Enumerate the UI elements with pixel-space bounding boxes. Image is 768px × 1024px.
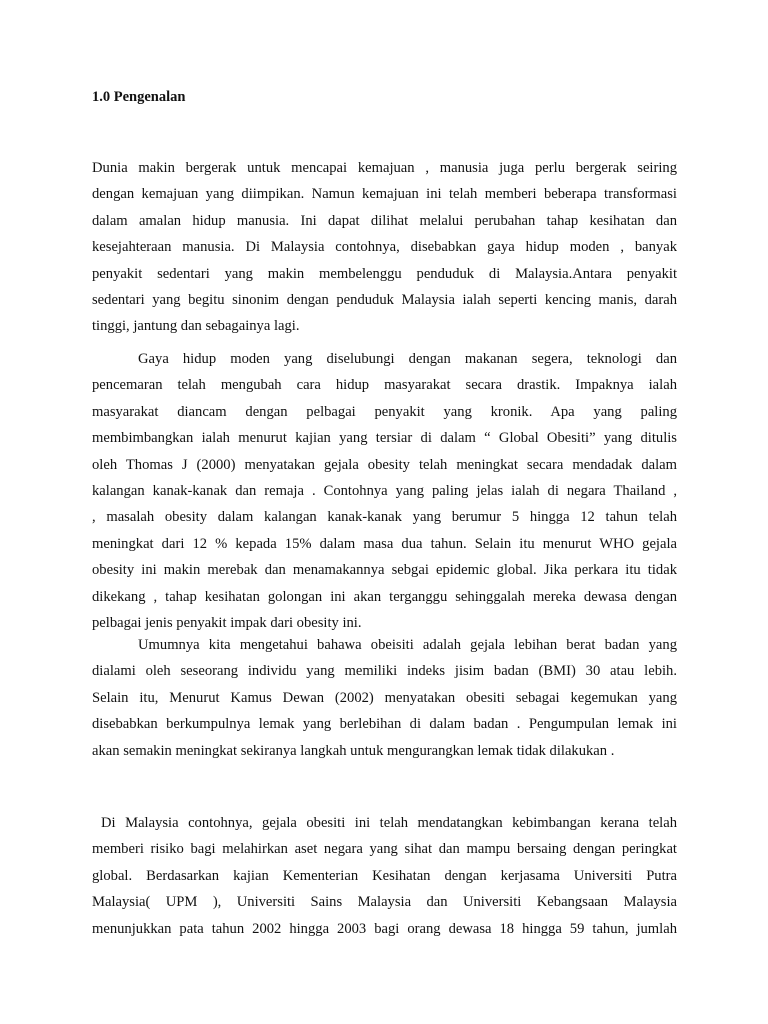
text-line: Dunia makin bergerak untuk mencapai kemajuan , manusia juga perlu bergerak seiring — [92, 160, 677, 176]
paragraph-1 — [92, 155, 677, 340]
text-line: disebabkan berkumpulnya lemak yang berlebihan di dalam badan . Pengumpulan lemak ini — [92, 716, 677, 733]
paragraph-3 — [92, 632, 677, 764]
text-line: memberi risiko bagi melahirkan aset negara yang sihat dan mampu bersaing dengan peringkat — [92, 841, 677, 858]
text-line: obesity ini makin merebak dan menamakannya sebgai epidemic global. Jika perkara itu tidak — [92, 562, 677, 579]
text-line: kesejahteraan manusia. Di Malaysia contohnya, disebabkan gaya hidup moden , banyak — [92, 239, 677, 256]
paragraph-2 — [92, 346, 677, 636]
text-line: , masalah obesity dalam kalangan kanak-kanak yang berumur 5 hingga 12 tahun telah — [92, 509, 677, 526]
text-line: pelbagai jenis penyakit impak dari obesity ini. — [92, 614, 362, 631]
text-line: meningkat dari 12 % kepada 15% dalam masa dua tahun. Selain itu menurut WHO gejala — [92, 535, 677, 552]
text-line: Selain itu, Menurut Kamus Dewan (2002) menyatakan obesiti sebagai kegemukan yang — [92, 689, 677, 706]
text-line: dengan kemajuan yang diimpikan. Namun kemajuan ini telah memberi beberapa transformasi — [92, 186, 677, 203]
paragraph-4 — [92, 810, 677, 942]
text-line: membimbangkan ialah menurut kajian yang tersiar di dalam “ Global Obesiti” yang ditulis — [92, 430, 677, 447]
text-line: dialami oleh seseorang individu yang memiliki indeks jisim badan (BMI) 30 atau lebih. — [92, 663, 677, 680]
text-line: pencemaran telah mengubah cara hidup masyarakat secara drastik. Impaknya ialah — [92, 377, 677, 394]
section-heading: 1.0 Pengenalan — [92, 89, 186, 105]
text-line: kalangan kanak-kanak dan remaja . Contohnya yang paling jelas ialah di negara Thailand , — [92, 482, 677, 499]
text-line: menunjukkan pata tahun 2002 hingga 2003 bagi orang dewasa 18 hingga 59 tahun, jumlah — [92, 920, 677, 937]
text-line: masyarakat diancam dengan pelbagai penyakit yang kronik. Apa yang paling — [92, 403, 677, 420]
text-line: Di Malaysia contohnya, gejala obesiti ini telah mendatangkan kebimbangan kerana telah — [101, 815, 677, 831]
text-line: sedentari yang begitu sinonim dengan penduduk Malaysia ialah seperti kencing manis, darah — [92, 291, 677, 308]
text-line: oleh Thomas J (2000) menyatakan gejala obesity telah meningkat secara mendadak dalam — [92, 456, 677, 473]
text-line: global. Berdasarkan kajian Kementerian Kesihatan dengan kerjasama Universiti Putra — [92, 867, 677, 884]
text-line: Umumnya kita mengetahui bahawa obeisiti adalah gejala lebihan berat badan yang — [138, 637, 677, 653]
text-line: Gaya hidup moden yang diselubungi dengan makanan segera, teknologi dan — [138, 351, 677, 367]
text-line: tinggi, jantung dan sebagainya lagi. — [92, 318, 300, 335]
text-line: Malaysia( UPM ), Universiti Sains Malaysia dan Universiti Kebangsaan Malaysia — [92, 894, 677, 911]
text-line: akan semakin meningkat sekiranya langkah untuk mengurangkan lemak tidak dilakukan . — [92, 742, 615, 759]
text-line: penyakit sedentari yang makin membelenggu penduduk di Malaysia.Antara penyakit — [92, 265, 677, 282]
text-line: dalam amalan hidup manusia. Ini dapat dilihat melalui perubahan tahap kesihatan dan — [92, 212, 677, 229]
text-line: dikekang , tahap kesihatan golongan ini akan terganggu sehinggalah mereka dewasa dengan — [92, 588, 677, 605]
